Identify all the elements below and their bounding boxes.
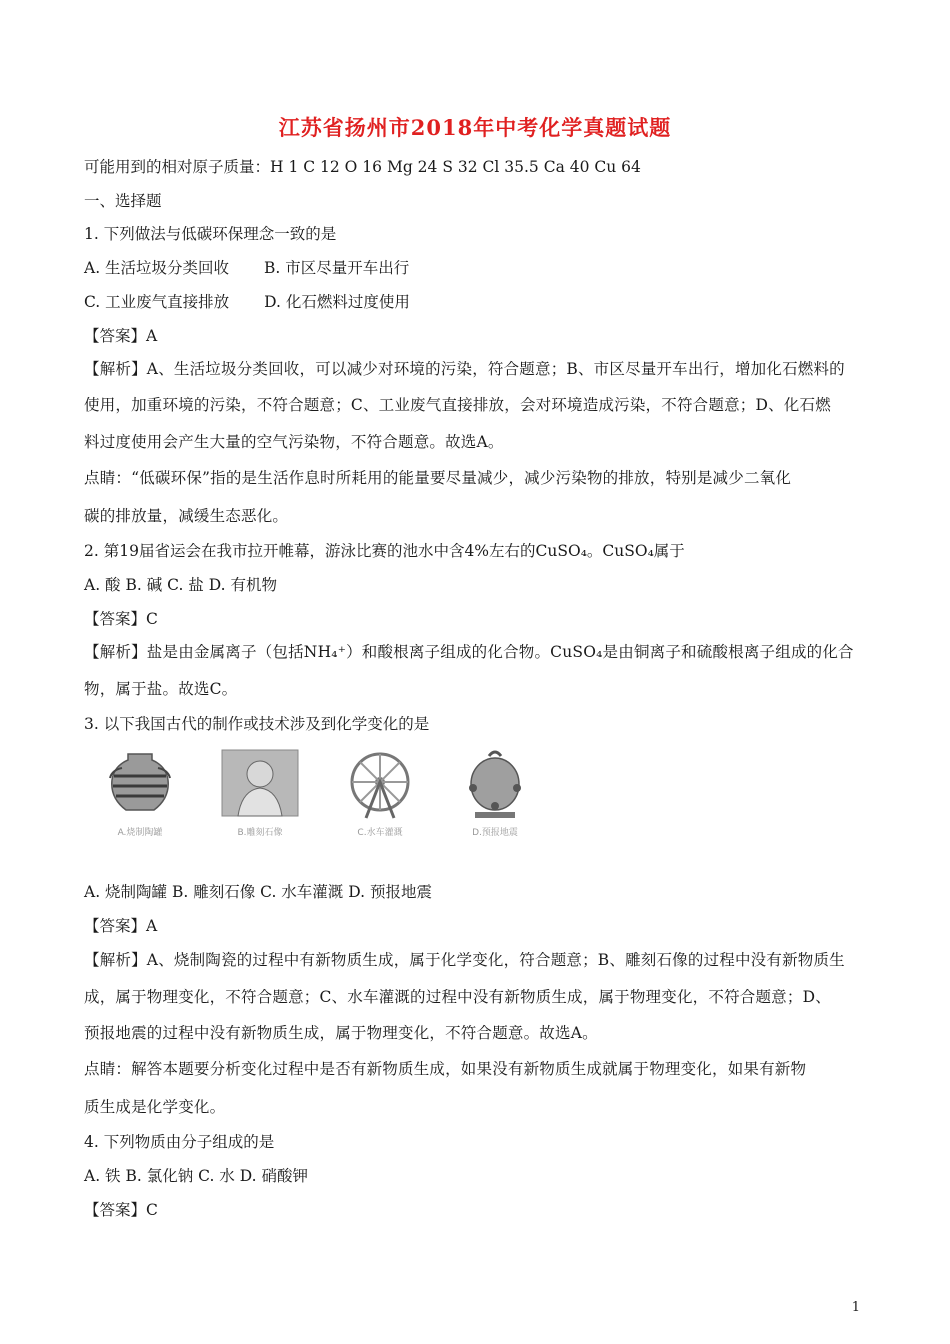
q3-stem: 3. 以下我国古代的制作或技术涉及到化学变化的是 [84, 715, 430, 733]
q1-option-c: C. 工业废气直接排放 [84, 293, 230, 311]
q1-tip-line2: 碳的排放量，减缓生态恶化。 [84, 507, 289, 525]
q3-analysis-line1: 【解析】A、烧制陶瓷的过程中有新物质生成，属于化学变化，符合题意；B、雕刻石像的过程中没有新物质生 [84, 951, 845, 969]
q1-option-a: A. 生活垃圾分类回收 [84, 259, 230, 277]
page-title: 江苏省扬州市2018年中考化学真题试题 [278, 115, 672, 140]
q1-stem: 1. 下列做法与低碳环保理念一致的是 [84, 225, 337, 243]
stone-statue-figure [220, 748, 300, 838]
q3-analysis-line2: 成，属于物理变化，不符合题意；C、水车灌溉的过程中没有新物质生成，属于物理变化，不符合题意；D、 [84, 988, 831, 1006]
page-number: 1 [851, 1300, 860, 1315]
water-wheel-icon [340, 748, 420, 820]
q3-analysis-line3: 预报地震的过程中没有新物质生成，属于物理变化，不符合题意。故选A。 [84, 1024, 598, 1042]
q1-option-b: B. 市区尽量开车出行 [264, 259, 410, 277]
atomic-masses: 可能用到的相对原子质量：H 1 C 12 O 16 Mg 24 S 32 Cl 35.5 Ca 40 Cu 64 [84, 158, 641, 176]
q3-tip-line1: 点睛：解答本题要分析变化过程中是否有新物质生成，如果没有新物质生成就属于物理变化，如果有新物 [84, 1060, 807, 1078]
caption-a: A.烧制陶罐 [117, 828, 163, 838]
q1-analysis-line3: 料过度使用会产生大量的空气污染物，不符合题意。故选A。 [84, 433, 504, 451]
q1-option-d: D. 化石燃料过度使用 [264, 293, 410, 311]
q1-analysis-line2: 使用，加重环境的污染，不符合题意；C、工业废气直接排放，会对环境造成污染，不符合题意；D、化石燃 [84, 396, 831, 414]
water-wheel-figure [340, 748, 420, 838]
q1-tip-line1: 点睛：“低碳环保”指的是生活作息时所耗用的能量要尽量减少，减少污染物的排放，特别是减少二氧化 [84, 469, 792, 487]
q4-answer: 【答案】C [84, 1201, 158, 1219]
q1-options-row2 [84, 290, 410, 312]
q3-options: A. 烧制陶罐 B. 雕刻石像 C. 水车灌溉 D. 预报地震 [84, 883, 432, 901]
section-heading: 一、选择题 [84, 192, 162, 210]
q2-answer: 【答案】C [84, 610, 158, 628]
caption-c: C.水车灌溉 [357, 828, 403, 838]
stone-statue-icon [220, 748, 300, 820]
pottery-jar-figure [100, 748, 180, 838]
q4-options: A. 铁 B. 氯化钠 C. 水 D. 硝酸钾 [84, 1167, 308, 1185]
q1-analysis-line1: 【解析】A、生活垃圾分类回收，可以减少对环境的污染，符合题意；B、市区尽量开车出行，增加化石燃料的 [84, 360, 845, 378]
q2-stem: 2. 第19届省运会在我市拉开帷幕，游泳比赛的池水中含4%左右的CuSO₄。CuSO₄属于 [84, 542, 685, 560]
q2-analysis-line1: 【解析】盐是由金属离子（包括NH₄⁺）和酸根离子组成的化合物。CuSO₄是由铜离子和硫酸根离子组成的化合 [84, 643, 854, 661]
pottery-jar-icon [100, 748, 180, 820]
q1-answer: 【答案】A [84, 327, 158, 345]
seismograph-figure [455, 748, 535, 838]
seismograph-icon [455, 748, 535, 820]
q2-analysis-line2: 物，属于盐。故选C。 [84, 680, 238, 698]
q2-options: A. 酸 B. 碱 C. 盐 D. 有机物 [84, 576, 277, 594]
caption-b: B.雕刻石像 [237, 828, 283, 838]
q3-tip-line2: 质生成是化学变化。 [84, 1098, 226, 1116]
caption-d: D.预报地震 [472, 828, 518, 838]
q3-answer: 【答案】A [84, 917, 158, 935]
q3-figure-row [100, 748, 560, 838]
q4-stem: 4. 下列物质由分子组成的是 [84, 1133, 275, 1151]
q1-options-row1 [84, 256, 409, 278]
